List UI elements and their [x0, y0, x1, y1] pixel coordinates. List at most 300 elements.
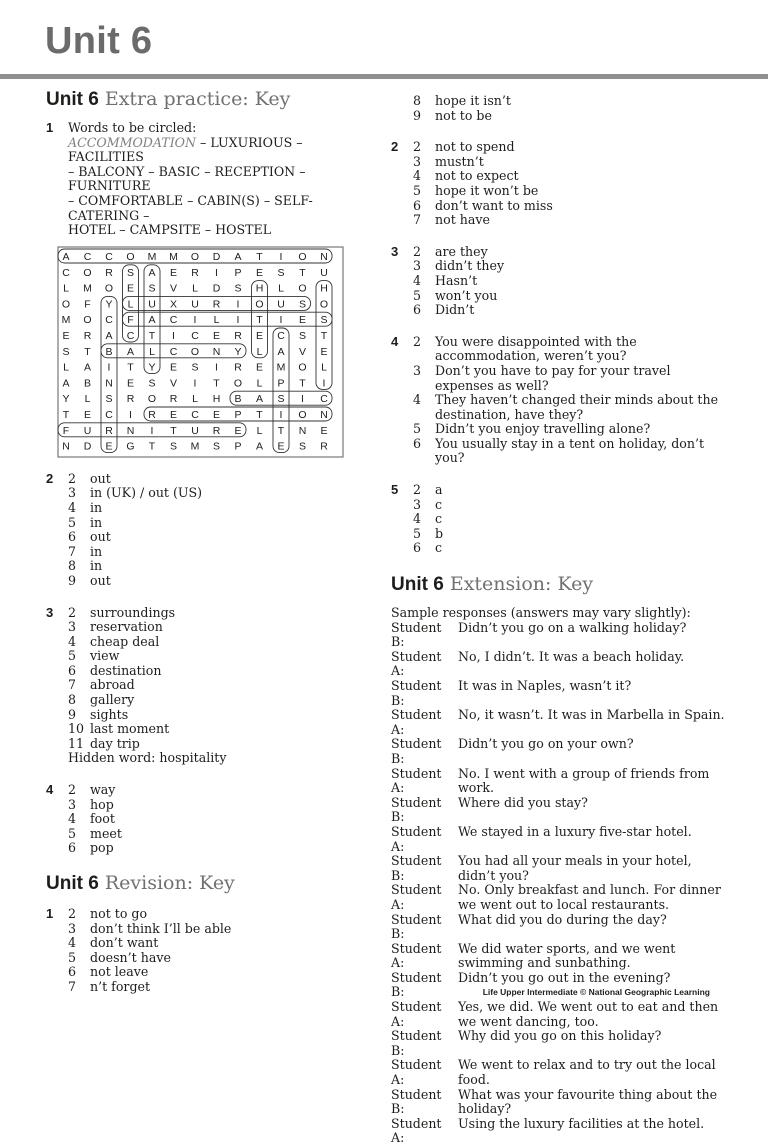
speaker-label: Student A: — [391, 707, 442, 737]
answer-list — [413, 483, 731, 556]
item-answer: view — [90, 648, 120, 664]
grid-letter: I — [279, 250, 283, 263]
grid-letter: S — [62, 345, 70, 358]
item-number: 6 — [413, 302, 422, 318]
grid-letter: T — [148, 440, 156, 453]
extra-ex3 — [46, 606, 376, 767]
grid-letter: I — [172, 329, 175, 342]
item-number: 3 — [413, 153, 422, 169]
answer-item — [68, 664, 376, 679]
answer-item — [413, 512, 731, 527]
grid-letter: O — [298, 250, 307, 263]
speaker-line: No, I didn’t. It was a beach holiday. — [458, 648, 685, 664]
speaker-line: Didn’t you go out in the evening? — [458, 969, 671, 985]
speaker-line: You had all your meals in your hotel, didn’t you? — [458, 853, 692, 883]
grid-letter: I — [150, 424, 154, 437]
heading-key: Extra practice: Key — [104, 88, 291, 110]
grid-letter: T — [299, 266, 306, 279]
grid-letter: U — [83, 424, 92, 437]
item-number: 10 — [68, 721, 85, 737]
speaker-label: Student A: — [391, 882, 442, 912]
grid-letter: O — [61, 298, 71, 311]
grid-letter: R — [126, 392, 135, 405]
extension-intro: Sample responses (answers may vary slightly): — [391, 605, 691, 621]
item-answer: in — [90, 558, 103, 574]
speaker-label: Student B: — [391, 969, 442, 1000]
item-answer: c — [435, 511, 443, 527]
speaker-line: Why did you go on this holiday? — [458, 1028, 662, 1044]
answer-list — [68, 783, 376, 856]
item-number: 4 — [413, 272, 422, 288]
grid-letter: O — [298, 361, 307, 374]
grid-letter: M — [83, 282, 92, 295]
grid-letter: N — [320, 250, 328, 263]
grid-letter: T — [170, 424, 177, 437]
extra-practice-heading — [46, 88, 376, 111]
ex1-intro: Words to be circled: — [68, 120, 197, 135]
item-number: 3 — [413, 362, 422, 378]
answer-item — [68, 545, 376, 560]
answer-list — [68, 472, 376, 589]
grid-letter: D — [83, 440, 92, 453]
item-number: 6 — [413, 435, 422, 451]
item-answer: You were disappointed with the accommodation, weren’t you? — [435, 333, 637, 364]
item-number: 5 — [68, 648, 77, 664]
item-number: 4 — [413, 511, 422, 527]
grid-letter: T — [299, 377, 306, 390]
answer-item — [68, 708, 376, 723]
grid-letter: C — [277, 329, 285, 342]
grid-letter: L — [192, 392, 198, 405]
dialogue-line — [391, 913, 731, 942]
speaker-label: Student B: — [391, 853, 442, 883]
item-number: 3 — [68, 920, 77, 936]
item-number: 3 — [68, 485, 77, 501]
grid-letter: E — [126, 282, 135, 295]
revision-ex5 — [391, 483, 731, 556]
speaker-label: Student B: — [391, 794, 442, 825]
answer-item — [413, 364, 731, 393]
dialogue-line — [391, 1117, 731, 1146]
grid-letter: L — [63, 282, 69, 295]
answer-item — [68, 620, 376, 635]
extension-heading — [391, 573, 731, 596]
item-number: 2 — [68, 470, 77, 486]
item-number: 4 — [68, 935, 77, 951]
item-number: 9 — [68, 706, 77, 722]
answer-item — [413, 245, 731, 260]
dialogue — [391, 621, 731, 1146]
item-answer: Don’t you have to pay for your travel expenses as well? — [435, 362, 671, 393]
item-number: 11 — [68, 735, 85, 751]
item-number: 5 — [413, 421, 422, 437]
grid-letter: M — [276, 361, 286, 374]
grid-letter: O — [233, 377, 243, 390]
grid-letter: L — [84, 392, 91, 405]
grid-letter: B — [105, 345, 113, 358]
item-number: 5 — [68, 825, 77, 841]
exercise-number: 4 — [46, 782, 54, 798]
grid-letter: S — [105, 392, 113, 405]
item-number: 3 — [413, 258, 422, 274]
grid-letter: E — [126, 377, 135, 390]
item-number: 2 — [413, 243, 422, 259]
grid-letter: I — [236, 313, 240, 326]
answer-item — [413, 437, 731, 466]
grid-letter: L — [127, 298, 134, 311]
item-answer: b — [435, 525, 444, 541]
item-answer: day trip — [90, 735, 140, 751]
dialogue-line — [391, 1029, 731, 1058]
exercise-number: 5 — [391, 482, 399, 498]
item-answer: in — [90, 543, 103, 559]
grid-letter: O — [298, 408, 307, 421]
grid-letter: L — [213, 313, 220, 326]
item-answer: in — [90, 514, 103, 530]
item-answer: not to be — [435, 107, 492, 123]
grid-letter: A — [62, 250, 70, 263]
exercise-number: 1 — [46, 906, 54, 921]
grid-letter: I — [129, 408, 132, 421]
speaker-label: Student B: — [391, 678, 442, 708]
grid-letter: R — [83, 329, 92, 342]
grid-letter: N — [320, 408, 328, 421]
grid-letter: C — [126, 329, 135, 342]
answer-item — [68, 965, 376, 980]
grid-letter: T — [256, 250, 263, 263]
grid-letter: T — [84, 345, 91, 358]
answer-item — [68, 516, 376, 531]
grid-letter: O — [104, 282, 114, 295]
answer-item — [413, 541, 731, 556]
grid-letter: S — [298, 329, 307, 342]
answer-item — [68, 922, 376, 937]
grid-letter: I — [107, 361, 111, 374]
heading-unit: Unit 6 — [46, 873, 99, 894]
grid-letter: O — [319, 298, 329, 311]
grid-letter: T — [256, 313, 263, 326]
grid-letter: L — [149, 345, 155, 358]
revision-ex2 — [391, 140, 731, 228]
dialogue-line — [391, 679, 731, 708]
answer-item — [413, 483, 731, 498]
grid-letter: S — [148, 282, 156, 295]
item-answer: not to expect — [435, 168, 519, 184]
revision-ex4 — [391, 335, 731, 466]
item-answer: don’t want — [90, 935, 159, 951]
item-number: 6 — [413, 197, 422, 213]
item-answer: in (UK) / out (US) — [90, 485, 203, 501]
grid-letter: D — [212, 250, 221, 263]
grid-letter: E — [320, 345, 328, 358]
ex1-line-3: – COMFORTABLE – CABIN(S) – SELF-CATERING – — [68, 192, 313, 223]
speaker-label: Student B: — [391, 1086, 442, 1117]
answer-item — [413, 169, 731, 184]
grid-letter: G — [126, 440, 135, 453]
item-answer: destination — [90, 662, 162, 678]
answer-item — [68, 486, 376, 501]
answer-list — [68, 907, 376, 995]
dialogue-line — [391, 1058, 731, 1087]
exercise-number: 2 — [391, 139, 399, 155]
item-answer: hope it won’t be — [435, 182, 539, 198]
grid-letter: A — [62, 377, 70, 390]
grid-letter: M — [61, 313, 71, 326]
grid-letter: R — [212, 298, 221, 311]
answer-item — [68, 812, 376, 827]
grid-letter: V — [169, 377, 178, 390]
grid-letter: L — [256, 345, 263, 358]
left-column — [46, 88, 376, 995]
answer-item — [68, 606, 376, 621]
grid-letter: F — [127, 313, 134, 326]
grid-letter: B — [83, 377, 92, 390]
title-rule — [0, 74, 768, 79]
item-answer: c — [435, 540, 443, 556]
answer-item — [68, 472, 376, 487]
item-answer: last moment — [90, 721, 170, 737]
item-number: 5 — [68, 949, 77, 965]
grid-letter: C — [191, 408, 199, 421]
item-number: 7 — [68, 677, 77, 693]
speaker-label: Student A: — [391, 648, 442, 679]
grid-letter: R — [105, 266, 113, 279]
grid-letter: L — [63, 361, 69, 374]
answer-list — [413, 335, 731, 466]
grid-letter: Y — [62, 392, 70, 405]
item-number: 6 — [413, 540, 422, 556]
grid-letter: L — [278, 282, 284, 295]
speaker-label: Student A: — [391, 765, 442, 796]
item-number: 9 — [413, 107, 422, 123]
grid-letter: O — [147, 392, 157, 405]
answer-item — [68, 737, 376, 752]
grid-letter: A — [277, 345, 285, 358]
grid-letter: A — [255, 392, 264, 405]
answer-item — [68, 722, 376, 737]
grid-letter: S — [298, 440, 307, 453]
grid-letter: F — [84, 298, 91, 311]
grid-letter: P — [277, 377, 285, 390]
grid-letter: A — [148, 266, 156, 279]
dialogue-line — [391, 796, 731, 825]
speaker-line: Didn’t you go on a walking holiday? — [458, 619, 687, 635]
item-answer: hope it isn’t — [435, 93, 511, 108]
grid-letter: X — [169, 298, 178, 311]
grid-letter: P — [234, 408, 242, 421]
grid-letter: R — [105, 424, 113, 437]
grid-letter: N — [126, 424, 135, 437]
dialogue-line — [391, 708, 731, 737]
speaker-label: Student B: — [391, 1028, 442, 1058]
grid-letter: M — [190, 440, 200, 453]
item-number: 3 — [413, 496, 422, 512]
heading-unit: Unit 6 — [391, 574, 444, 596]
extra-ex2 — [46, 472, 376, 589]
item-answer: out — [90, 470, 111, 486]
ex1-line-2: – BALCONY – BASIC – RECEPTION – FURNITURE — [68, 163, 306, 194]
answer-item — [413, 422, 731, 437]
grid-letter: T — [256, 408, 263, 421]
grid-letter: E — [169, 361, 178, 374]
answer-item — [413, 274, 731, 289]
grid-letter: A — [83, 361, 92, 374]
grid-letter: N — [212, 345, 221, 358]
grid-letter: A — [148, 313, 156, 326]
speaker-line: We did water sports, and we went swimming and sunbathing. — [458, 940, 676, 971]
item-number: 8 — [413, 93, 422, 108]
grid-letter: E — [105, 440, 113, 453]
grid-letter: R — [320, 440, 328, 453]
item-answer: gallery — [90, 692, 135, 708]
exercise-number: 3 — [46, 604, 54, 620]
item-number: 6 — [68, 662, 77, 678]
grid-letter: S — [212, 440, 221, 453]
answer-list — [413, 245, 731, 318]
speaker-line: Using the luxury facilities at the hotel. — [458, 1115, 705, 1131]
grid-letter: S — [320, 313, 328, 326]
answer-item — [68, 649, 376, 664]
answer-item — [68, 693, 376, 708]
grid-letter: E — [212, 408, 221, 421]
grid-letter: C — [105, 313, 113, 326]
grid-letter: C — [169, 313, 178, 326]
item-number: 4 — [68, 811, 77, 827]
grid-letter: N — [298, 424, 307, 437]
grid-letter: E — [62, 329, 70, 342]
answer-item — [68, 530, 376, 545]
item-answer: not to spend — [435, 139, 515, 155]
grid-letter: O — [190, 250, 200, 263]
grid-letter: E — [83, 408, 92, 421]
item-number: 4 — [68, 499, 77, 515]
item-answer: You usually stay in a tent on holiday, don’t you? — [435, 435, 705, 466]
item-number: 4 — [68, 633, 77, 649]
grid-letter: V — [298, 345, 307, 358]
item-number: 5 — [68, 514, 77, 530]
exercise-number: 1 — [46, 120, 54, 135]
item-answer: in — [90, 499, 103, 515]
grid-letter: E — [277, 440, 285, 453]
grid-letter: P — [234, 266, 242, 279]
grid-letter: I — [279, 313, 283, 326]
grid-letter: N — [62, 440, 70, 453]
answer-item — [413, 527, 731, 542]
extra-ex4 — [46, 783, 376, 856]
grid-letter: O — [255, 298, 264, 311]
speaker-label: Student B: — [391, 911, 442, 942]
grid-letter: T — [213, 377, 220, 390]
grid-letter: T — [127, 361, 134, 374]
answer-item — [413, 498, 731, 513]
grid-letter: E — [298, 313, 307, 326]
item-number: 7 — [413, 212, 422, 228]
speaker-line: What was your favourite thing about the holiday? — [458, 1086, 718, 1117]
grid-letter: E — [255, 266, 264, 279]
grid-letter: L — [321, 361, 327, 374]
answer-item — [68, 907, 376, 922]
heading-key: Revision: Key — [104, 872, 235, 894]
item-number: 4 — [413, 392, 422, 408]
item-number: 2 — [413, 333, 422, 349]
grid-letter: R — [234, 361, 242, 374]
speaker-line: We went to relax and to try out the local food. — [458, 1057, 716, 1088]
answer-item — [68, 559, 376, 574]
item-answer: Didn’t — [435, 302, 475, 318]
grid-letter: S — [298, 298, 307, 311]
answer-item — [413, 140, 731, 155]
grid-letter: A — [126, 345, 135, 358]
answer-list — [413, 140, 731, 228]
speaker-line: It was in Naples, wasn’t it? — [458, 678, 632, 693]
grid-letter: M — [147, 250, 157, 263]
grid-letter: U — [320, 266, 328, 279]
grid-letter: P — [234, 440, 242, 453]
grid-letter: I — [279, 408, 283, 421]
grid-letter: F — [62, 424, 70, 437]
grid-letter: I — [193, 313, 197, 326]
answer-item — [413, 303, 731, 318]
grid-letter: E — [212, 329, 221, 342]
item-answer: meet — [90, 825, 122, 841]
grid-letter: C — [83, 250, 92, 263]
grid-letter: R — [191, 266, 199, 279]
item-number: 4 — [413, 168, 422, 184]
speaker-label: Student B: — [391, 619, 442, 650]
revision-heading — [46, 872, 376, 895]
revision-ex1 — [46, 907, 376, 995]
grid-letter: C — [169, 345, 178, 358]
grid-letter: T — [277, 424, 285, 437]
grid-letter: E — [234, 424, 242, 437]
grid-letter: S — [169, 440, 178, 453]
answer-list — [68, 606, 376, 752]
revision-ex1-continued — [391, 94, 731, 123]
item-number: 6 — [68, 529, 77, 545]
revision-ex3 — [391, 245, 731, 318]
answer-item — [413, 259, 731, 274]
grid-letter: C — [105, 250, 113, 263]
grid-letter: A — [255, 440, 264, 453]
heading-unit: Unit 6 — [46, 89, 99, 110]
dialogue-line — [391, 737, 731, 766]
speaker-label: Student A: — [391, 999, 442, 1029]
speaker-label: Student A: — [391, 940, 442, 971]
speaker-line: Yes, we did. We went out to eat and then we went dancing, too. — [458, 999, 719, 1029]
grid-letter: C — [191, 329, 199, 342]
grid-letter: T — [62, 408, 70, 421]
speaker-label: Student A: — [391, 823, 442, 854]
speaker-line: No. Only breakfast and lunch. For dinner we went out to local restaurants. — [458, 882, 721, 912]
ex1-line-1-rest: – LUXURIOUS – FACILITIES — [68, 134, 303, 165]
dialogue-line — [391, 621, 731, 650]
dialogue-line — [391, 1000, 731, 1029]
answer-item — [413, 184, 731, 199]
answer-item — [413, 109, 731, 124]
item-number: 2 — [413, 482, 422, 498]
item-answer: hop — [90, 796, 114, 812]
item-number: 8 — [68, 692, 77, 708]
accommodation-word: ACCOMMODATION — [68, 134, 197, 150]
ex1-line-4: HOTEL – CAMPSITE – HOSTEL — [68, 222, 272, 238]
speaker-line: Didn’t you go on your own? — [458, 736, 634, 752]
item-number: 6 — [68, 840, 77, 856]
item-number: 7 — [68, 978, 77, 994]
answer-item — [68, 841, 376, 856]
extra-ex1 — [46, 121, 376, 238]
dialogue-line — [391, 650, 731, 679]
speaker-line: We stayed in a luxury five-star hotel. — [458, 823, 692, 839]
